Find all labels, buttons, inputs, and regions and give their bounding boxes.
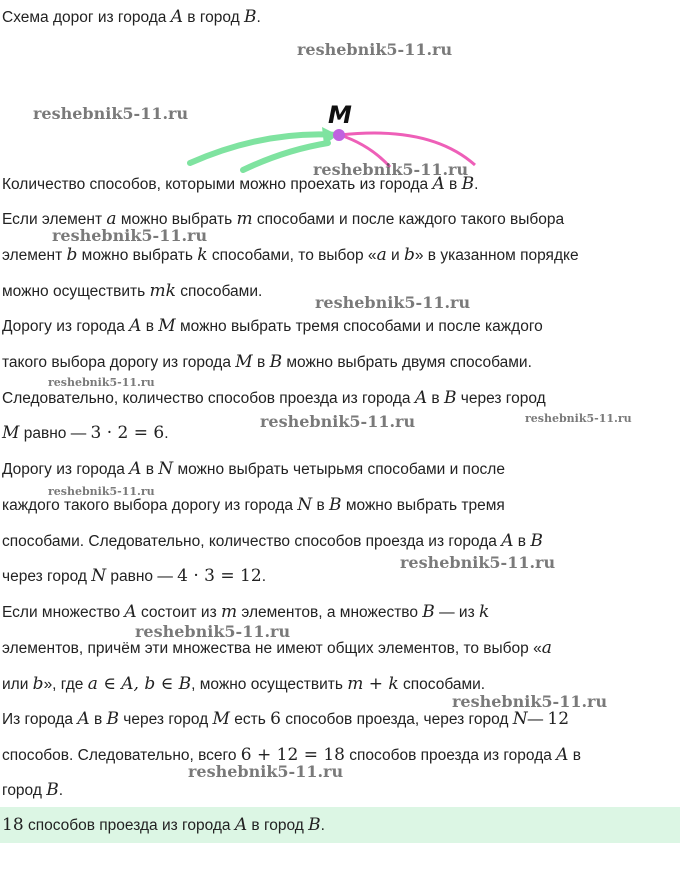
watermark: reshebnik5-11.ru [260, 412, 416, 431]
text-line: Если элемент a можно выбрать m способами и после каждого такого выбора [2, 209, 565, 229]
answer-text: 18 способов проезда из города A в город B. [2, 815, 325, 835]
watermark: reshebnik5-11.ru [452, 692, 608, 711]
text-line: город B. [2, 780, 63, 800]
answer-box [0, 807, 680, 843]
watermark: reshebnik5-11.ru [315, 293, 471, 312]
watermark: reshebnik5-11.ru [400, 553, 556, 572]
watermark: reshebnik5-11.ru [33, 104, 189, 123]
watermark: reshebnik5-11.ru [48, 376, 155, 389]
text-line: элемент b можно выбрать k способами, то выбор «a и b» в указанном порядке [2, 245, 579, 265]
watermark: reshebnik5-11.ru [52, 226, 208, 245]
watermark: reshebnik5-11.ru [525, 412, 632, 425]
text-line: Из города A в B через город M есть 6 способов проезда, через город N— 12 [2, 709, 570, 729]
text-line: Количество способов, которыми можно проехать из города A в B. [2, 174, 479, 194]
text-line: Если множество A состоит из m элементов, а множество B — из k [2, 602, 490, 622]
watermark: reshebnik5-11.ru [135, 622, 291, 641]
text-line: M равно — 3 · 2 = 6. [2, 423, 169, 443]
watermark: reshebnik5-11.ru [188, 762, 344, 781]
watermark: reshebnik5-11.ru [297, 40, 453, 59]
text-line: или b», где a ∈ A, b ∈ B, можно осуществить m + k способами. [2, 674, 486, 694]
text-line: способами. Следовательно, количество способов проезда из города A в B [2, 531, 543, 551]
point-m-label: M [328, 101, 352, 129]
text-line: через город N равно — 4 · 3 = 12. [2, 566, 266, 586]
text-line: элементов, причём эти множества не имеют общих элементов, то выбор «a [2, 638, 552, 658]
point-m [333, 129, 345, 141]
watermark: reshebnik5-11.ru [48, 485, 155, 498]
scheme-caption: Схема дорог из города A в город B. [2, 7, 261, 27]
text-line: Дорогу из города A в M можно выбрать тремя способами и после каждого [2, 316, 543, 336]
text-line: способов. Следовательно, всего 6 + 12 = 18 способов проезда из города A в [2, 745, 581, 765]
text-line: можно осуществить mk способами. [2, 281, 263, 301]
text-line: каждого такого выбора дорогу из города N в B можно выбрать тремя [2, 495, 505, 515]
text-line: такого выбора дорогу из города M в B можно выбрать двумя способами. [2, 352, 532, 372]
text-line: Следовательно, количество способов проезда из города A в B через город [2, 388, 546, 408]
watermark: reshebnik5-11.ru [313, 160, 469, 179]
text-line: Дорогу из города A в N можно выбрать четырьмя способами и после [2, 459, 505, 479]
